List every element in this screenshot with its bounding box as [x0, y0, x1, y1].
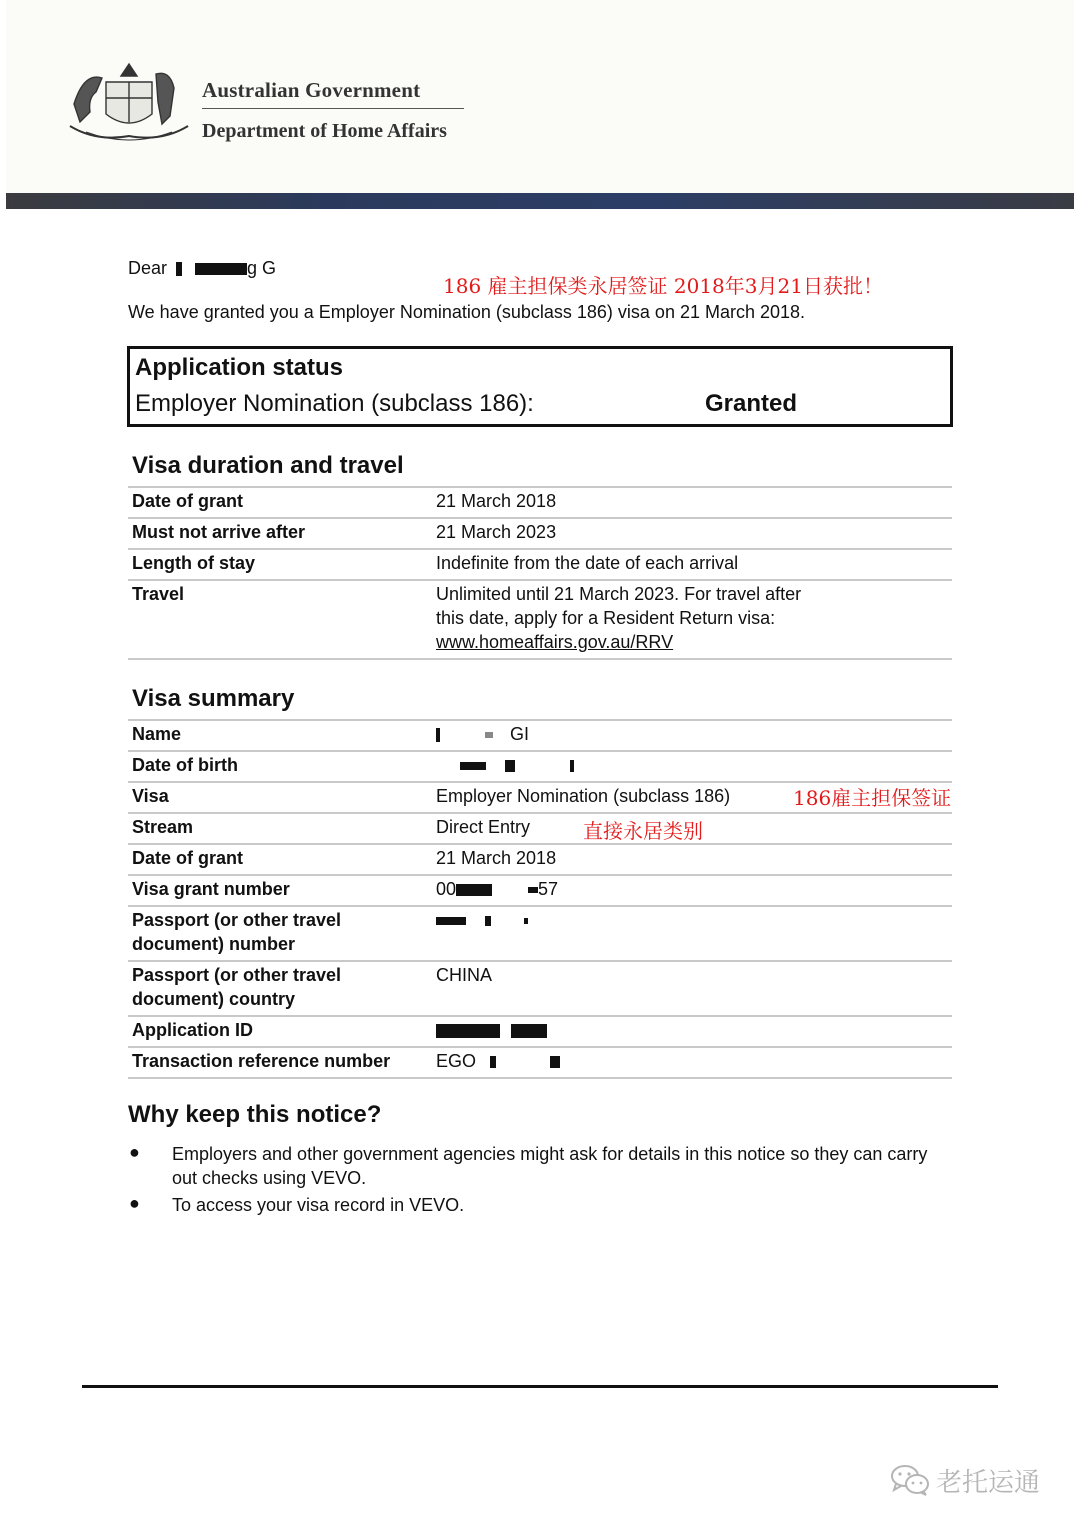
row-label: Date of grant	[132, 491, 244, 511]
redacted-value	[485, 916, 491, 926]
annotation-stream: 直接永居类别	[583, 819, 703, 843]
dear-label: Dear	[128, 258, 168, 278]
status-value: Granted	[705, 390, 798, 417]
row-label: Stream	[132, 817, 194, 837]
section-title-summary: Visa summary	[132, 685, 295, 712]
travel-line: Unlimited until 21 March 2023. For travel after	[436, 584, 802, 604]
redacted-value	[511, 1024, 547, 1038]
department-name: Department of Home Affairs	[202, 120, 447, 142]
bullet-icon: ●	[129, 1142, 140, 1162]
row-label: Date of birth	[132, 755, 238, 775]
section-title-duration: Visa duration and travel	[132, 452, 404, 479]
watermark	[890, 1460, 1040, 1500]
label-line: document) number	[132, 934, 296, 954]
redacted-value	[524, 918, 528, 924]
label-line: Passport (or other travel	[132, 965, 342, 985]
row-divider	[128, 719, 952, 721]
row-value	[436, 582, 801, 654]
salutation	[128, 258, 276, 279]
redacted-value	[570, 760, 574, 772]
redacted-value	[436, 917, 466, 925]
row-label: Name	[132, 724, 182, 744]
row-label: Visa grant number	[132, 879, 290, 899]
dear-visible-fragment: g G	[247, 258, 277, 278]
redacted-value	[550, 1056, 560, 1068]
redacted-name	[176, 262, 182, 276]
wechat-icon	[890, 1463, 930, 1497]
redacted-value	[485, 732, 493, 738]
redacted-value	[436, 1024, 500, 1038]
rrv-link[interactable]: www.homeaffairs.gov.au/RRV	[436, 632, 674, 652]
redacted-value	[528, 887, 538, 893]
redacted-value	[490, 1056, 496, 1068]
bullet-text: Employers and other government agencies might ask for details in this notice so they can carry out checks using VEVO.	[172, 1144, 928, 1188]
status-label: Employer Nomination (subclass 186):	[135, 390, 534, 417]
footer-rule	[82, 1385, 998, 1388]
why-keep-title: Why keep this notice?	[128, 1101, 382, 1128]
row-divider	[128, 960, 952, 962]
row-divider	[128, 486, 952, 488]
row-divider	[128, 750, 952, 752]
label-line: document) country	[132, 989, 296, 1009]
row-value: 21 March 2023	[436, 522, 557, 542]
row-label: Application ID	[132, 1020, 253, 1040]
row-divider	[128, 1046, 952, 1048]
row-value	[436, 1049, 560, 1073]
redacted-value	[460, 762, 486, 770]
row-value	[436, 753, 574, 777]
grant-number-suffix: 57	[538, 879, 559, 899]
redacted-value	[505, 760, 515, 772]
row-value: 21 March 2018	[436, 848, 557, 868]
row-divider	[128, 905, 952, 907]
row-divider	[128, 812, 952, 814]
row-divider	[128, 843, 952, 845]
row-value: Employer Nomination (subclass 186)	[436, 786, 731, 806]
row-divider	[128, 658, 952, 660]
row-value	[436, 1018, 547, 1042]
row-divider	[128, 874, 952, 876]
row-label	[132, 908, 341, 956]
granted-sentence: We have granted you a Employer Nomination (subclass 186) visa on 21 March 2018.	[128, 302, 806, 322]
row-divider	[128, 579, 952, 581]
row-label: Date of grant	[132, 848, 244, 868]
row-value: Indefinite from the date of each arrival	[436, 553, 739, 573]
label-line: Passport (or other travel	[132, 910, 342, 930]
redacted-value	[436, 728, 440, 742]
row-value	[436, 908, 528, 932]
row-divider	[128, 1015, 952, 1017]
coat-of-arms-icon	[66, 52, 192, 144]
row-value	[436, 722, 529, 746]
reference-prefix: EGO	[436, 1051, 477, 1071]
row-label: Transaction reference number	[132, 1051, 391, 1071]
status-title: Application status	[135, 354, 344, 381]
header-band	[6, 193, 1074, 209]
redacted-value	[456, 884, 492, 896]
grant-number-prefix: 00	[436, 879, 457, 899]
row-divider	[128, 1077, 952, 1079]
row-value: 21 March 2018	[436, 491, 557, 511]
row-label: Travel	[132, 584, 185, 604]
row-label	[132, 963, 341, 1011]
row-value: Direct Entry	[436, 817, 531, 837]
row-label: Length of stay	[132, 553, 256, 573]
watermark-text: 老托运通	[936, 1467, 1041, 1498]
name-fragment: GI	[510, 724, 530, 744]
row-label: Must not arrive after	[132, 522, 306, 542]
redacted-name	[195, 263, 247, 275]
government-name: Australian Government	[202, 78, 421, 102]
bullet-text: To access your visa record in VEVO.	[172, 1195, 465, 1215]
row-divider	[128, 517, 952, 519]
row-value: CHINA	[436, 965, 493, 985]
row-divider	[128, 548, 952, 550]
row-value	[436, 877, 558, 901]
row-label: Visa	[132, 786, 169, 806]
bullet-icon: ●	[129, 1193, 140, 1213]
application-status-box	[127, 346, 953, 427]
travel-line: this date, apply for a Resident Return visa:	[436, 608, 776, 628]
annotation-approval: 186 雇主担保类永居签证 2018年3月21日获批！	[443, 274, 883, 298]
letterhead-rule	[202, 108, 464, 109]
annotation-visa: 186雇主担保签证	[793, 786, 952, 810]
